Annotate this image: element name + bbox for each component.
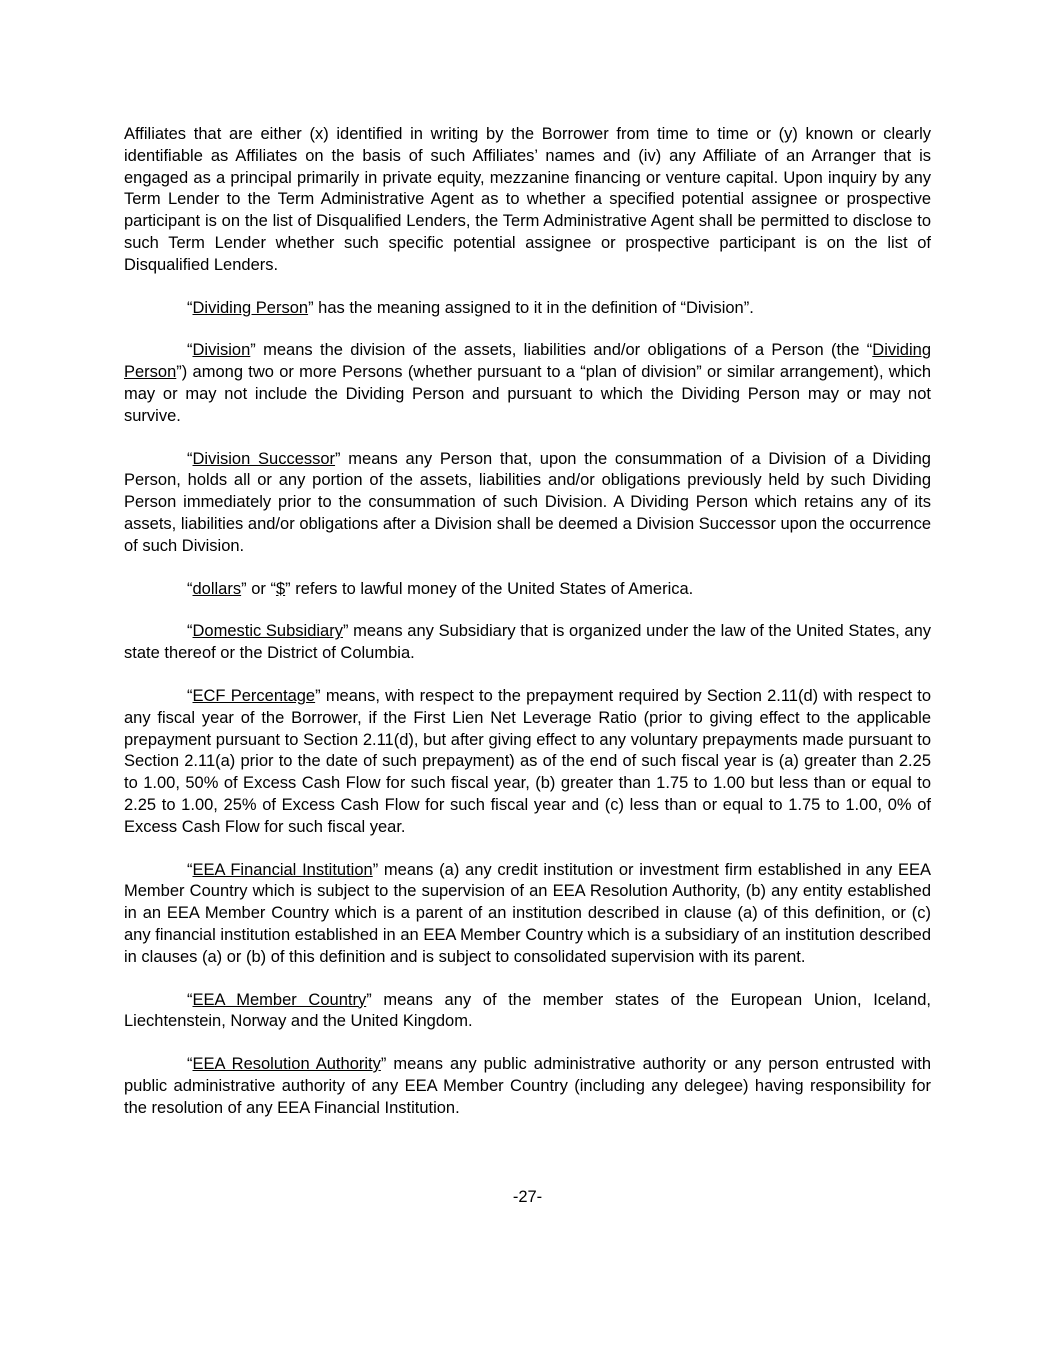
- paragraph-text: ” or “: [241, 579, 276, 598]
- defined-term: Dividing Person: [124, 341, 931, 382]
- defined-term: ECF Percentage: [192, 686, 316, 705]
- paragraph-text: ” means any of the member states of the European Union, Iceland, Liechtenstein, Norway and the United Kingdom.: [124, 990, 931, 1031]
- paragraph-text: “: [187, 579, 193, 598]
- definition-paragraph: [124, 1054, 931, 1119]
- definition-paragraph: [124, 990, 931, 1034]
- paragraph-text: “: [187, 449, 193, 468]
- paragraph-text: ” means the division of the assets, liabilities and/or obligations of a Person (the “: [250, 341, 873, 360]
- defined-term: Division: [192, 341, 251, 360]
- definition-paragraph: [124, 860, 931, 969]
- defined-term: EEA Resolution Authority: [192, 1055, 381, 1074]
- paragraph-text: “: [187, 622, 193, 641]
- paragraph-text: ” means any Subsidiary that is organized under the law of the United States, any state thereof or the District of Columbia.: [124, 622, 932, 663]
- paragraph-text: “: [187, 990, 193, 1009]
- paragraph-text: Affiliates that are either (x) identified in writing by the Borrower from time to time or (y) known or clearly identifiable as Affiliates on the basis of such Affiliates’ names and (iv) any Affiliate of an Arranger that is engaged as a principal primarily in private equity, mezzanine financing or venture capital. Upon inquiry by any Term Lender to the Term Administrative Agent as to whether a specified potential assignee or prospective participant is on the list of Disqualified Lenders, the Term Administrative Agent shall be permitted to disclose to such Term Lender whether such specific potential assignee or prospective participant is on the list of Disqualified Lenders.: [124, 125, 931, 274]
- paragraph-text: “: [187, 860, 193, 879]
- paragraph-text: ” has the meaning assigned to it in the definition of “Division”.: [308, 298, 754, 317]
- defined-term: dollars: [192, 579, 242, 598]
- paragraph-text: “: [187, 1055, 193, 1074]
- defined-term: Domestic Subsidiary: [192, 622, 343, 641]
- paragraph-text: ” means, with respect to the prepayment required by Section 2.11(d) with respect to any fiscal year of the Borrower, if the First Lien Net Leverage Ratio (prior to giving effect to the applicable prepayment pursuant to Section 2.11(d), but after giving effect to any voluntary prepayments made pursuant to Section 2.11(a) prior to the date of such prepayment) as of the end of such fiscal year is (a) greater than 2.25 to 1.00, 50% of Excess Cash Flow for such fiscal year, (b) greater than 1.75 to 1.00 but less than or equal to 2.25 to 1.00, 25% of Excess Cash Flow for such fiscal year and (c) less than or equal to 1.75 to 1.00, 0% of Excess Cash Flow for such fiscal year.: [124, 686, 931, 836]
- defined-term: EEA Member Country: [192, 990, 367, 1009]
- defined-term: Division Successor: [192, 449, 336, 468]
- paragraph-text: ”) among two or more Persons (whether pursuant to a “plan of division” or similar arrangement), which may or may not include the Dividing Person and pursuant to which the Dividing Person may or may not survive.: [124, 363, 931, 425]
- defined-term: EEA Financial Institution: [192, 860, 373, 879]
- document-body: [124, 124, 931, 1140]
- paragraph-text: ” refers to lawful money of the United States of America.: [285, 579, 694, 598]
- continued-paragraph: [124, 124, 931, 277]
- paragraph-text: “: [187, 686, 193, 705]
- paragraph-text: ” means any Person that, upon the consummation of a Division of a Dividing Person, holds all or any portion of the assets, liabilities and/or obligations previously held by such Dividing Person immediately prior to the consummation of such Division. A Dividing Person which retains any of its assets, liabilities and/or obligations after a Division shall be deemed a Division Successor upon the occurrence of such Division.: [124, 449, 931, 555]
- paragraph-text: “: [187, 341, 193, 360]
- definition-paragraph: [124, 621, 931, 665]
- defined-term: $: [275, 579, 286, 598]
- paragraph-text: “: [187, 298, 193, 317]
- paragraph-text: ” means any public administrative authority or any person entrusted with public administrative authority of any EEA Member Country (including any delegee) having responsibility for the resolution of any EEA Financial Institution.: [124, 1055, 931, 1117]
- definition-paragraph: [124, 686, 931, 839]
- defined-term: Dividing Person: [192, 298, 309, 317]
- paragraph-text: ” means (a) any credit institution or investment firm established in any EEA Member Country which is subject to the supervision of an EEA Resolution Authority, (b) any entity established in an EEA Member Country which is a parent of an institution described in clause (a) of this definition, or (c) any financial institution established in an EEA Member Country which is a subsidiary of an institution described in clauses (a) or (b) of this definition and is subject to consolidated supervision with its parent.: [124, 860, 932, 966]
- definition-paragraph: [124, 449, 931, 558]
- page-number: -27-: [512, 1188, 543, 1206]
- definition-paragraph: [124, 340, 931, 427]
- definition-paragraph: [124, 298, 931, 320]
- definition-paragraph: [124, 579, 931, 601]
